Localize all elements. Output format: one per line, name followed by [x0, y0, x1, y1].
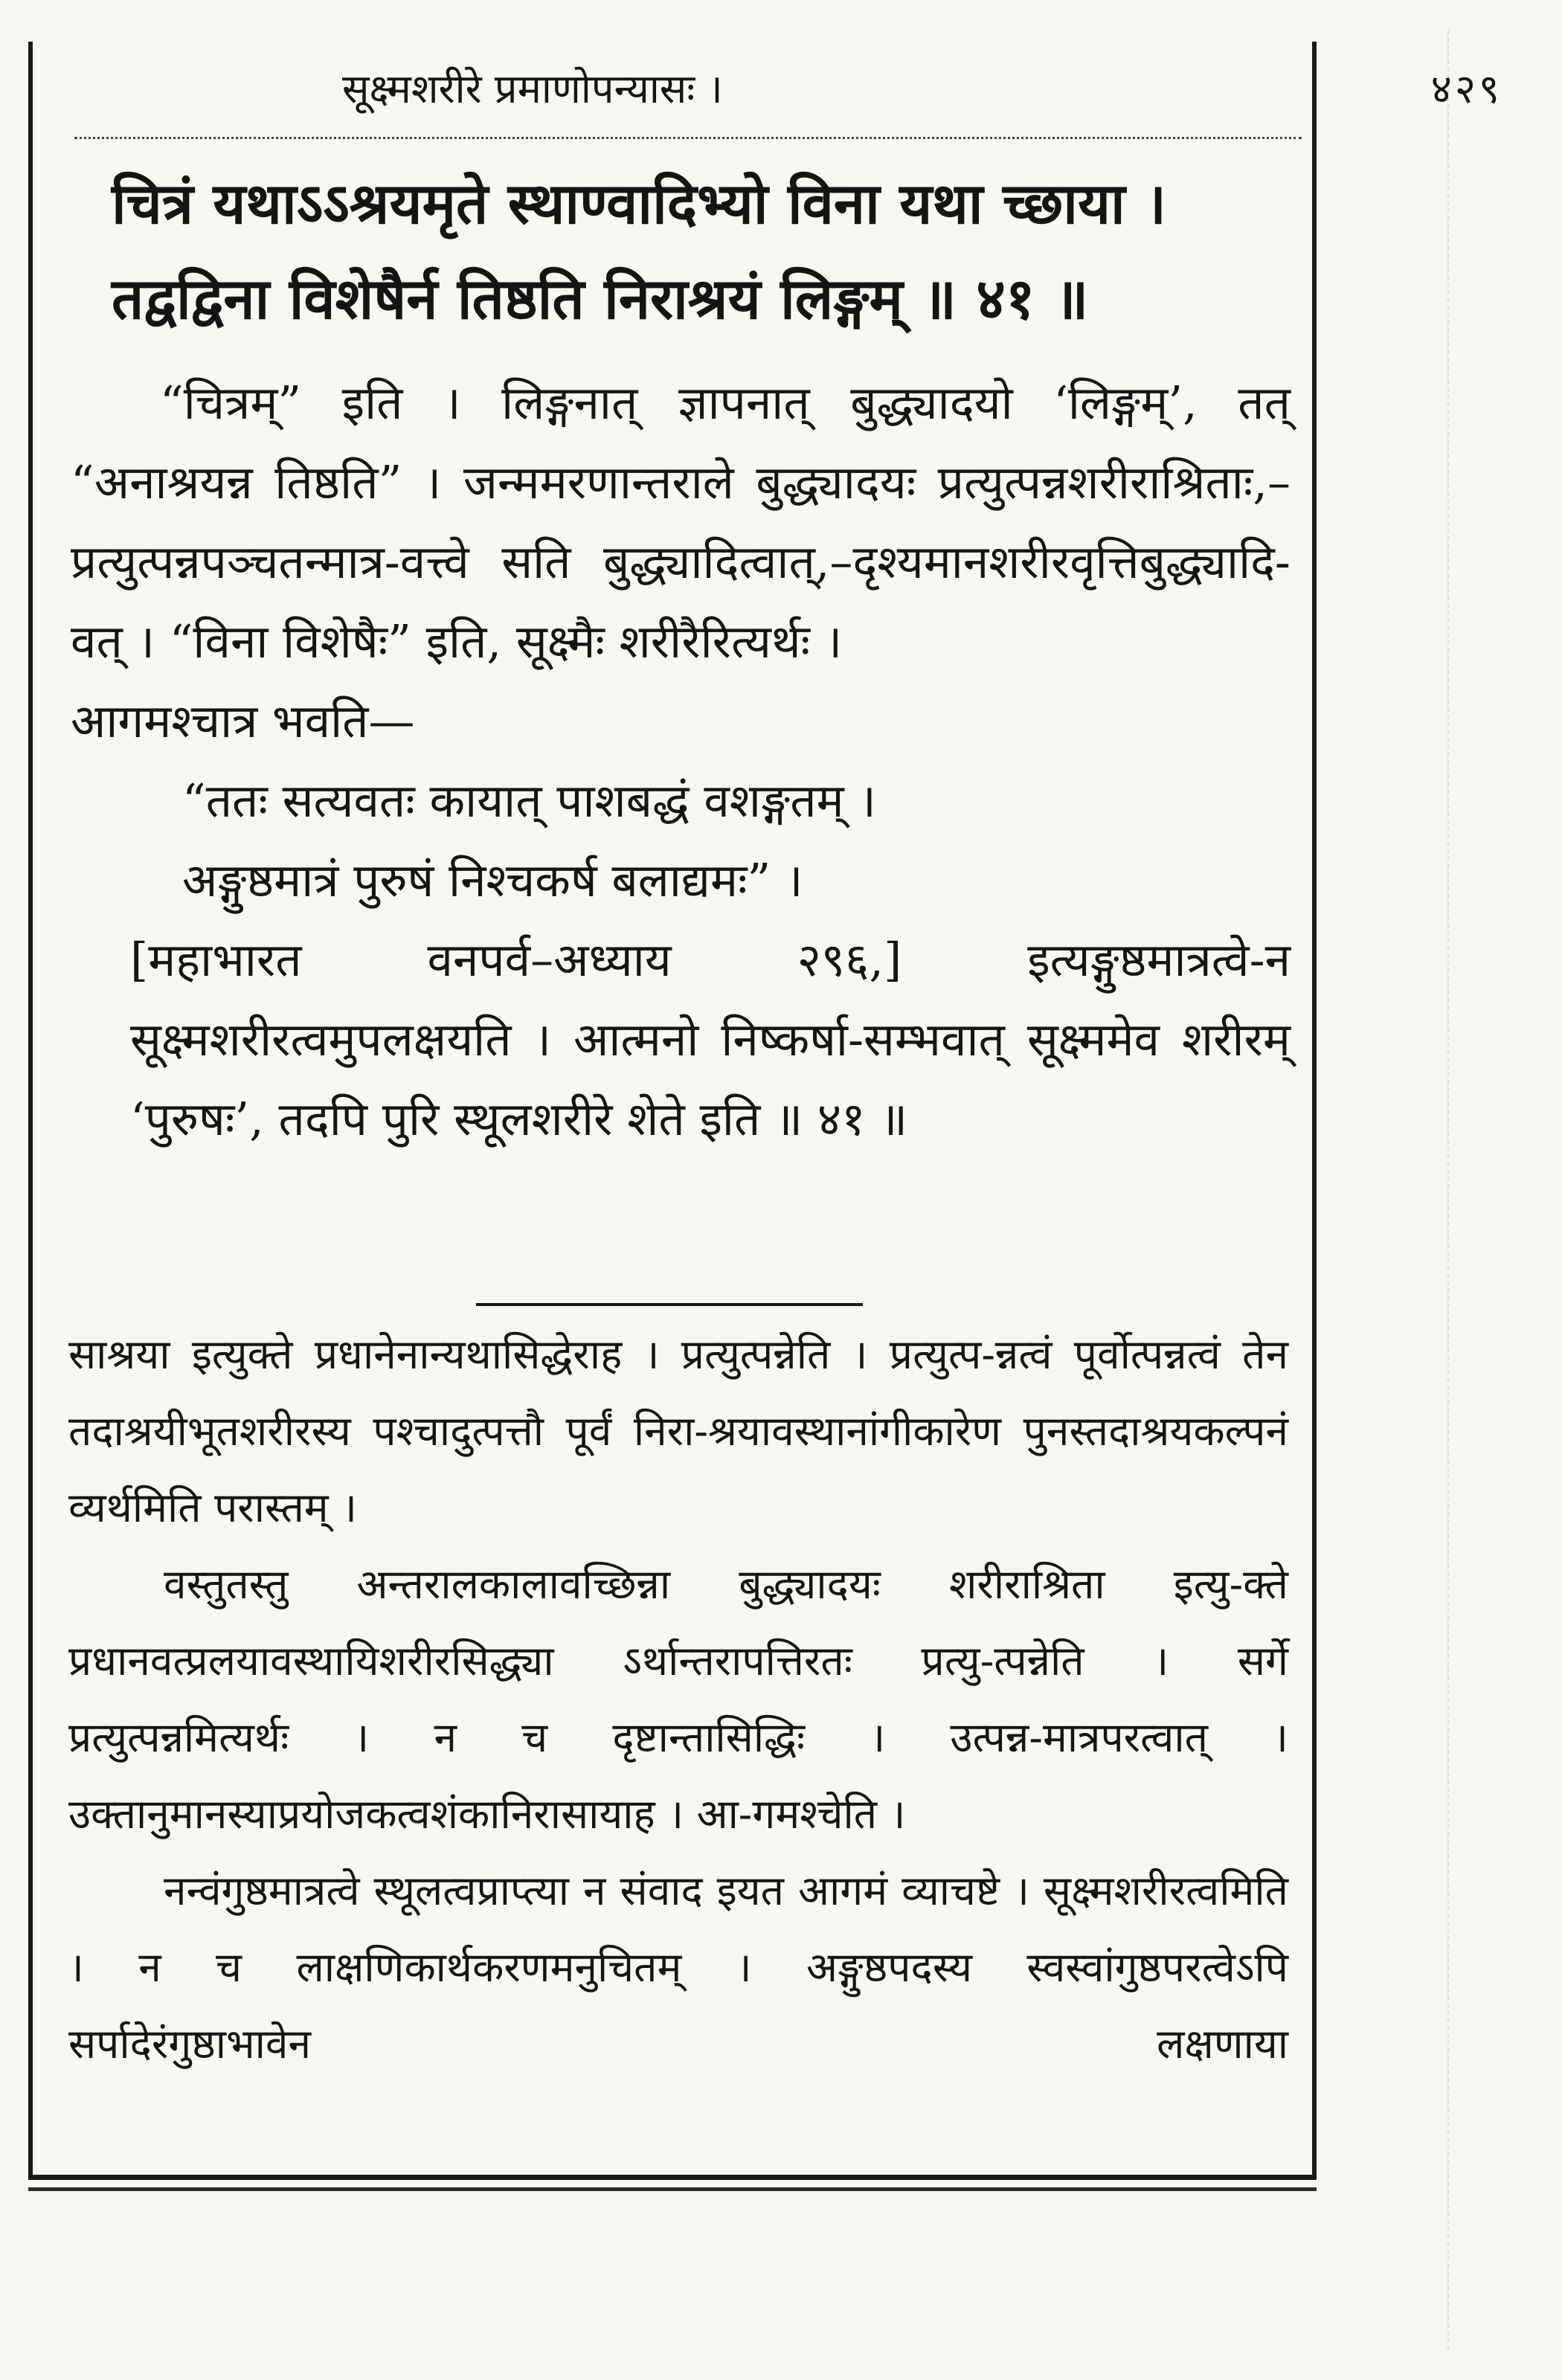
gloss-notes: [68, 1316, 1288, 2082]
header-rule: [74, 137, 1302, 139]
gloss-paragraph-2: वस्तुतस्तु अन्तरालकालावच्छिन्ना बुद्ध्यादयः शरीराश्रिता इत्यु-क्ते प्रधानवत्प्रलयावस्थायिशरीरसिद्ध्या ऽर्थान्तरापत्तिरतः प्रत्यु-त्पन्नेति । सर्गे प्रत्युत्पन्नमित्यर्थः । न च दृष्टान्तासिद्धिः । उत्पन्न-मात्रपरत्वात् । उक्तानुमानस्याप्रयोजकत्वशंकानिरासायाह । आ-गमश्चेति ।: [68, 1560, 1288, 1838]
verse-line-2: तद्वद्विना विशेषैर्न तिष्ठति निराश्रयं लिङ्गम् ॥ ४१ ॥: [112, 266, 1089, 332]
gloss-paragraph-1: साश्रया इत्युक्ते प्रधानेनान्यथासिद्धेराह । प्रत्युत्पन्नेति । प्रत्युत्प-न्नत्वं पूर्वोत्पन्नत्वं तेन तदाश्रयीभूतशरीरस्य पश्चादुत्पत्तौ पूर्वं निरा-श्रयावस्थानांगीकारेण पुनस्तदाश्रयकल्पनं व्यर्थमिति परास्तम् ।: [68, 1331, 1288, 1531]
quotation-line-2: अङ्गुष्ठमात्रं पुरुषं निश्चकर्ष बलाद्यमः” ।: [182, 853, 803, 907]
commentary-paragraph-3: [महाभारत वनपर्व–अध्याय २९६,] इत्यङ्गुष्ठमात्रत्वे-न सूक्ष्मशरीरत्वमुपलक्षयति । आत्मनो निष्कर्षा-सम्भवात् सूक्ष्ममेव शरीरम् ‘पुरुषः’, तदपि पुरि स्थूलशरीरे शेते इति ॥ ४१ ॥: [130, 933, 1291, 1146]
footnote-separator: [476, 1303, 863, 1306]
gloss-paragraph-3: नन्वंगुष्ठमात्रत्वे स्थूलत्वप्राप्त्या न संवाद इयत आगमं व्याचष्टे । सूक्ष्मशरीरत्वमिति । न च लाक्षणिकार्थकरणमनुचितम् । अङ्गुष्ठपदस्य स्वस्वांगुष्ठपरत्वेऽपि सर्पादेरंगुष्ठाभावेन लक्षणाया: [68, 1867, 1288, 2068]
karika-verse: [112, 156, 1287, 347]
page-edge-shadow: [1447, 30, 1546, 2350]
commentary: [71, 363, 1291, 1159]
commentary-paragraph-2: आगमश्चात्र भवति—: [71, 694, 415, 748]
verse-line-1: चित्रं यथाऽऽश्रयमृते स्थाण्वादिभ्यो विना यथा च्छाया ।: [112, 170, 1166, 237]
running-title: सूक्ष्मशरीरे प्रमाणोपन्यासः ।: [342, 65, 723, 112]
commentary-paragraph-1: “चित्रम्” इति । लिङ्गनात् ज्ञापनात् बुद्ध्यादयो ‘लिङ्गम्’, तत् “अनाश्रयन्न तिष्ठति” । जन्ममरणान्तराले बुद्ध्यादयः प्रत्युत्पन्नशरीराश्रिताः,–प्रत्युत्पन्नपञ्चतन्मात्र-वत्त्वे सति बुद्ध्यादित्वात्,–दृश्यमानशरीरवृत्तिबुद्ध्यादि-वत् । “विना विशेषैः” इति, सूक्ष्मैः शरीरैरित्यर्थः ।: [71, 376, 1291, 669]
quotation-line-1: “ततः सत्यवतः कायात् पाशबद्धं वशङ्गतम् ।: [182, 774, 876, 828]
running-header: [342, 60, 1502, 115]
page-number: ४२९: [1430, 65, 1502, 112]
